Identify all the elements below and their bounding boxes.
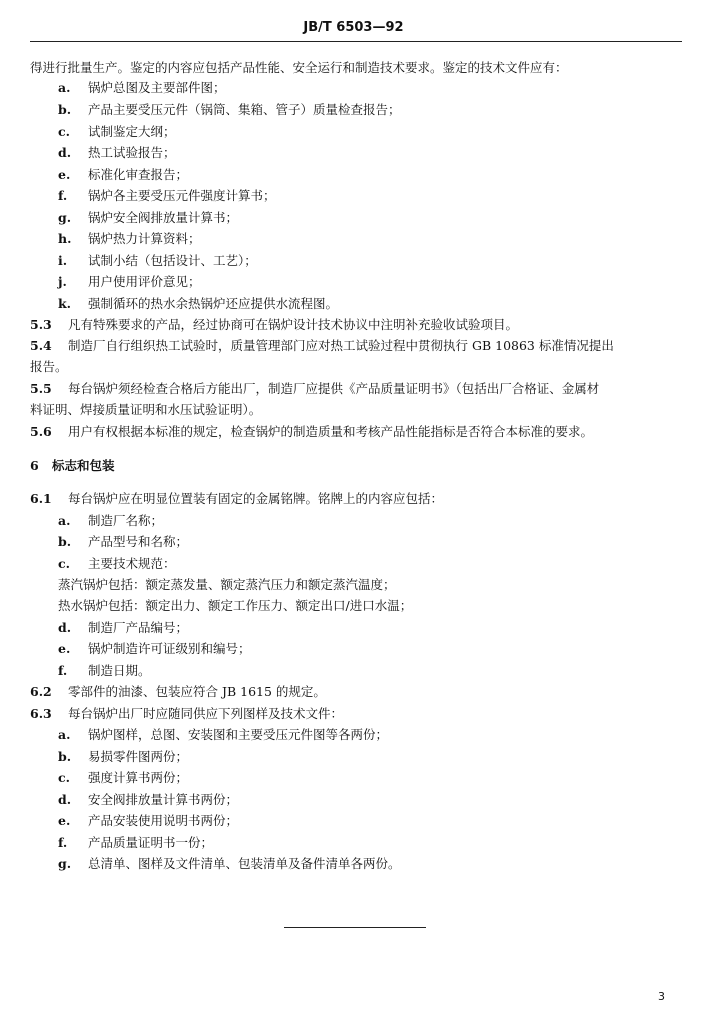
clause-text: 制造厂自行组织热工试验时，质量管理部门应对热工试验过程中贯彻执行 GB 10863 标准情况提出 (68, 338, 614, 353)
list-item-label: e. (58, 641, 71, 656)
document-code-header: JB/T 6503—92 (303, 20, 404, 35)
list-item (58, 145, 176, 161)
list-item (58, 620, 188, 636)
list-item-text: 强制循环的热水余热锅炉还应提供水流程图。 (88, 296, 339, 311)
list-item-text: 产品主要受压元件（锅筒、集箱、管子）质量检查报告； (88, 102, 401, 117)
list-item-text: 热工试验报告； (88, 145, 176, 160)
list-item (58, 663, 151, 679)
list-item-text: 总清单、图样及文件清单、包装清单及备件清单各两份。 (88, 856, 401, 871)
list-item-label: h. (58, 231, 72, 246)
list-item-text: 强度计算书两份； (88, 770, 189, 785)
list-item-text: 锅炉总图及主要部件图； (88, 80, 226, 95)
list-item-label: j. (58, 274, 67, 289)
clause-5-6 (30, 424, 593, 440)
list-item (58, 792, 238, 808)
list-item-text: 试制小结（包括设计、工艺）； (88, 253, 257, 268)
list-item-label: b. (58, 534, 72, 549)
list-item-text: 制造日期。 (88, 663, 151, 678)
list-item (58, 102, 401, 118)
list-item-label: e. (58, 813, 71, 828)
list-item (58, 124, 176, 140)
list-item-text: 产品型号和名称； (88, 534, 189, 549)
list-item (58, 296, 338, 312)
list-item-label: d. (58, 620, 72, 635)
clause-5-3 (30, 317, 518, 333)
list-item (58, 80, 226, 96)
list-item (58, 534, 188, 550)
list-item-text: 产品质量证明书一份； (88, 835, 214, 850)
list-item-text: 锅炉安全阀排放量计算书； (88, 210, 239, 225)
list-item (58, 231, 201, 247)
list-item-text: 试制鉴定大纲； (88, 124, 176, 139)
list-item-label: d. (58, 145, 72, 160)
clause-number: 5.5 (30, 381, 52, 396)
list-item-text: 制造厂产品编号； (88, 620, 189, 635)
clause-text: 每台锅炉出厂时应随同供应下列图样及技术文件： (68, 706, 344, 721)
clause-number: 6.2 (30, 684, 52, 699)
list-item (58, 749, 188, 765)
list-item-text: 产品安装使用说明书两份； (88, 813, 239, 828)
list-item (58, 274, 201, 290)
clause-number: 6.3 (30, 706, 52, 721)
list-item (58, 188, 276, 204)
list-item-label: c. (58, 124, 70, 139)
list-item-label: d. (58, 792, 72, 807)
list-item-label: b. (58, 102, 72, 117)
list-item-text: 锅炉各主要受压元件强度计算书； (88, 188, 276, 203)
list-item-text: 标准化审查报告； (88, 167, 189, 182)
list-item-text: 锅炉图样，总图、安装图和主要受压元件图等各两份； (88, 727, 389, 742)
clause-5-5-continuation: 料证明、焊接质量证明和水压试验证明）。 (30, 402, 262, 417)
list-item (58, 727, 388, 743)
list-item (58, 835, 213, 851)
hot-water-boiler-spec: 热水锅炉包括：额定出力、额定工作压力、额定出口/进口水温； (58, 598, 413, 613)
list-item-label: a. (58, 727, 71, 742)
list-item (58, 556, 176, 572)
list-item (58, 513, 163, 529)
clause-text: 零部件的油漆、包装应符合 JB 1615 的规定。 (68, 684, 326, 699)
clause-number: 5.3 (30, 317, 52, 332)
list-item (58, 167, 188, 183)
list-item-label: e. (58, 167, 71, 182)
list-item-label: c. (58, 770, 70, 785)
clause-number: 6.1 (30, 491, 52, 506)
clause-5-4 (30, 338, 614, 354)
list-item-label: f. (58, 835, 68, 850)
steam-boiler-spec: 蒸汽锅炉包括：额定蒸发量、额定蒸汽压力和额定蒸汽温度； (58, 577, 396, 592)
clause-number: 5.4 (30, 338, 52, 353)
clause-text: 凡有特殊要求的产品，经过协商可在锅炉设计技术协议中注明补充验收试验项目。 (68, 317, 519, 332)
list-item-label: i. (58, 253, 68, 268)
list-item-label: a. (58, 513, 71, 528)
list-item (58, 856, 401, 872)
list-item-text: 用户使用评价意见； (88, 274, 201, 289)
clause-6-2 (30, 684, 326, 700)
list-item-text: 锅炉制造许可证级别和编号； (88, 641, 251, 656)
intro-paragraph: 得进行批量生产。鉴定的内容应包括产品性能、安全运行和制造技术要求。鉴定的技术文件应有： (30, 60, 568, 75)
clause-5-5 (30, 381, 599, 397)
section-6-heading (30, 458, 115, 474)
list-item-text: 安全阀排放量计算书两份； (88, 792, 239, 807)
clause-text: 每台锅炉须经检查合格后方能出厂，制造厂应提供《产品质量证明书》（包括出厂合格证、金属材 (68, 381, 600, 396)
list-item-label: g. (58, 210, 72, 225)
list-item-label: g. (58, 856, 72, 871)
list-item-text: 易损零件图两份； (88, 749, 189, 764)
page-number: 3 (658, 990, 665, 1003)
list-item-label: k. (58, 296, 72, 311)
clause-5-4-continuation: 报告。 (30, 359, 68, 374)
clause-6-3 (30, 706, 343, 722)
list-item (58, 813, 238, 829)
list-item-label: a. (58, 80, 71, 95)
list-item-text: 制造厂名称； (88, 513, 164, 528)
list-item (58, 770, 188, 786)
list-item (58, 253, 257, 269)
clause-text: 用户有权根据本标准的规定，检查锅炉的制造质量和考核产品性能指标是否符合本标准的要求。 (68, 424, 594, 439)
list-item-label: c. (58, 556, 70, 571)
header-rule (30, 41, 682, 42)
clause-number: 5.6 (30, 424, 52, 439)
list-item-label: f. (58, 663, 68, 678)
list-item (58, 641, 251, 657)
list-item-label: b. (58, 749, 72, 764)
list-item (58, 210, 238, 226)
list-item-text: 锅炉热力计算资料； (88, 231, 201, 246)
clause-text: 每台锅炉应在明显位置装有固定的金属铭牌。铭牌上的内容应包括： (68, 491, 444, 506)
section-number: 6 (30, 458, 39, 473)
list-item-label: f. (58, 188, 68, 203)
list-item-text: 主要技术规范： (88, 556, 176, 571)
section-title: 标志和包装 (52, 458, 115, 473)
clause-6-1 (30, 491, 443, 507)
end-of-document-rule (284, 927, 426, 928)
